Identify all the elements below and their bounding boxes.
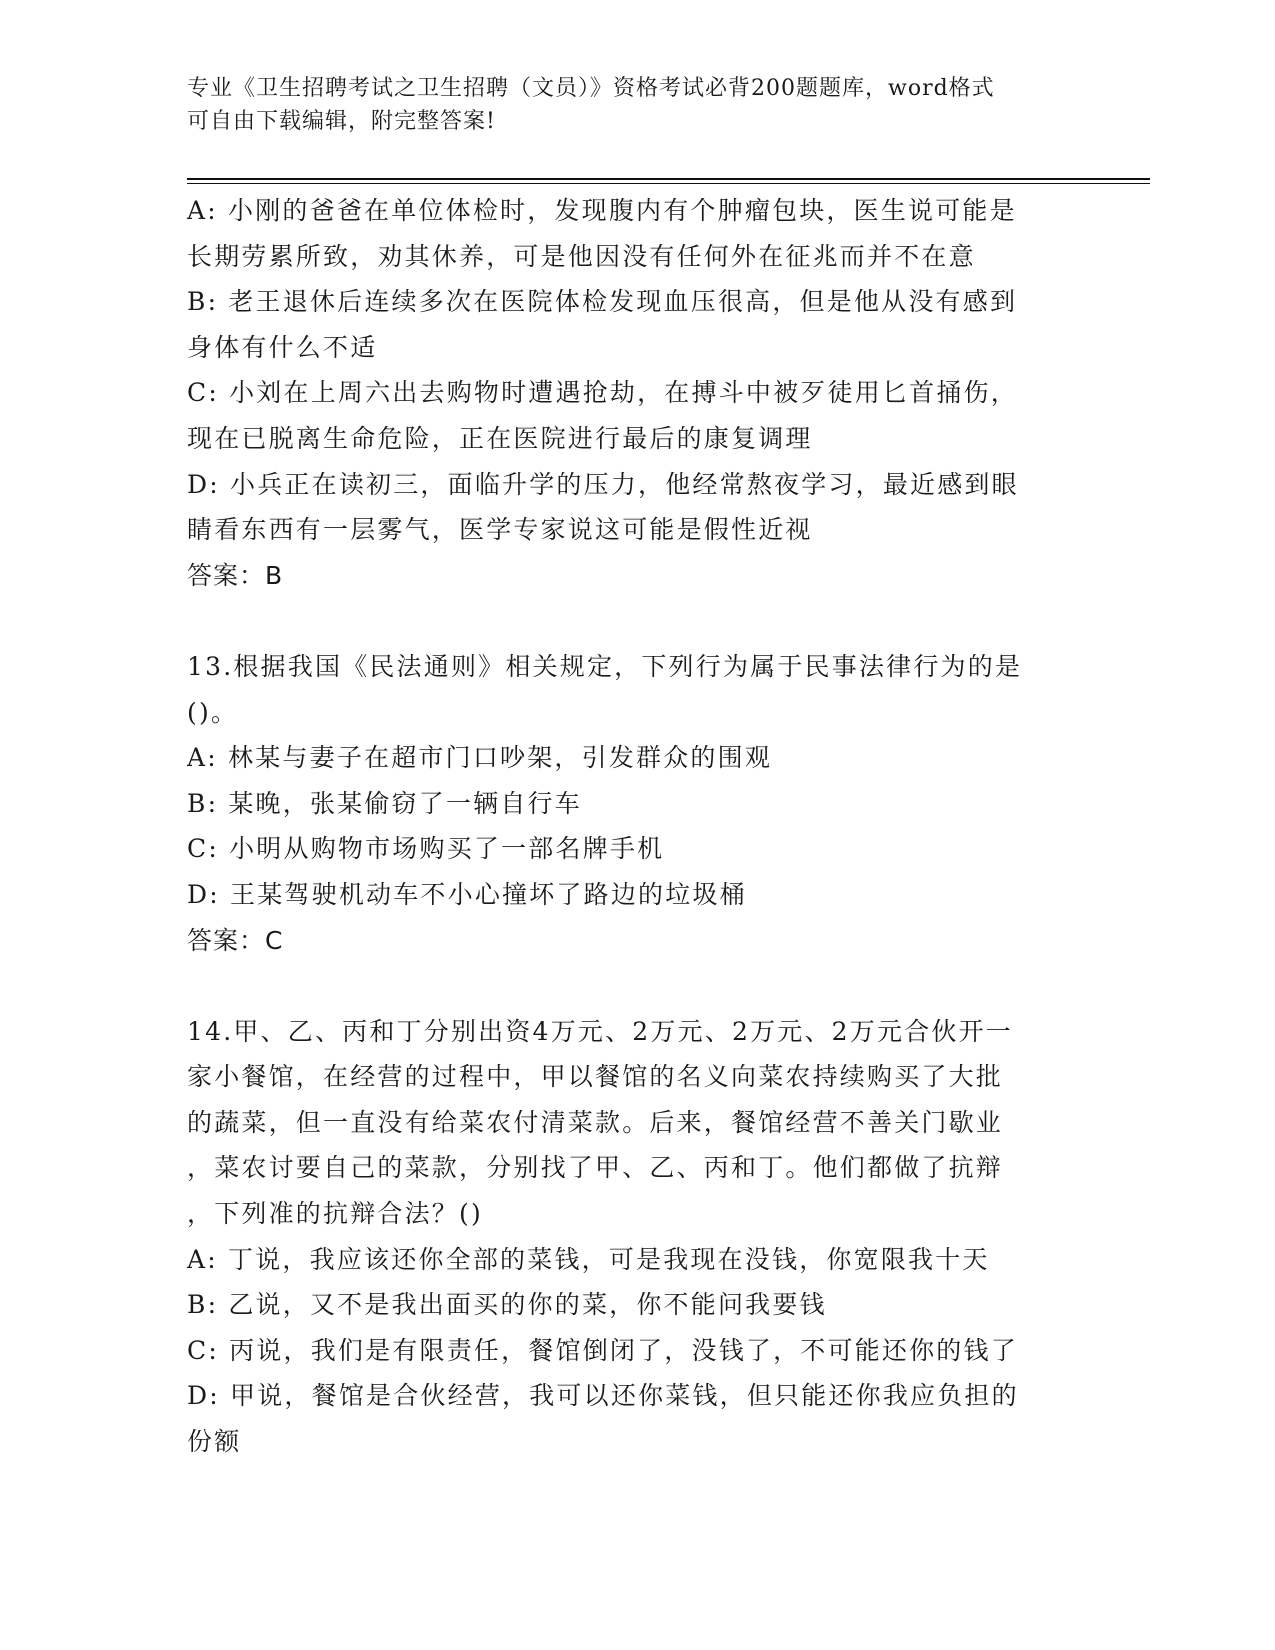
option-a: A: 丁说，我应该还你全部的菜钱，可是我现在没钱，你宽限我十天 — [187, 1244, 990, 1274]
option-b: B: 乙说，又不是我出面买的你的菜，你不能问我要钱 — [187, 1290, 827, 1320]
option-c: C: 小刘在上周六出去购物时遭遇抢劫，在搏斗中被歹徒用匕首捅伤， — [187, 378, 1018, 408]
option-d-continued: 份额 — [187, 1427, 242, 1457]
question-stem-continued: 家小餐馆，在经营的过程中，甲以餐馆的名义向菜农持续购买了大批 — [187, 1062, 1004, 1092]
answer-line: 答案：B — [187, 560, 284, 590]
header-subtitle-line: 可自由下载编辑，附完整答案! — [187, 109, 496, 134]
document-header — [187, 72, 1067, 138]
question-stem-continued: 的蔬菜，但一直没有给菜农付清菜款。后来，餐馆经营不善关门歇业 — [187, 1107, 1004, 1137]
document-body — [187, 188, 1087, 1465]
question-12 — [187, 188, 1087, 598]
question-stem-continued: ，菜农讨要自己的菜款，分别找了甲、乙、丙和丁。他们都做了抗辩 — [187, 1153, 1004, 1183]
option-c-continued: 现在已脱离生命危险，正在医院进行最后的康复调理 — [187, 423, 813, 453]
option-d: D: 甲说，餐馆是合伙经营，我可以还你菜钱，但只能还你我应负担的 — [187, 1381, 1019, 1411]
option-d: D: 王某驾驶机动车不小心撞坏了路边的垃圾桶 — [187, 879, 747, 909]
option-c: C: 丙说，我们是有限责任，餐馆倒闭了，没钱了，不可能还你的钱了 — [187, 1335, 1018, 1365]
answer-line: 答案：C — [187, 925, 284, 955]
option-a: A: 林某与妻子在超市门口吵架，引发群众的围观 — [187, 743, 773, 773]
option-d-continued: 睛看东西有一层雾气，医学专家说这可能是假性近视 — [187, 515, 813, 545]
question-stem-continued: ，下列准的抗辩合法？() — [187, 1199, 483, 1229]
option-c: C: 小明从购物市场购买了一部名牌手机 — [187, 834, 665, 864]
option-d: D: 小兵正在读初三，面临升学的压力，他经常熬夜学习，最近感到眼 — [187, 469, 1019, 499]
header-divider-thick — [187, 178, 1150, 180]
option-b-continued: 身体有什么不适 — [187, 332, 378, 362]
question-stem: 13.根据我国《民法通则》相关规定，下列行为属于民事法律行为的是 — [187, 651, 1023, 681]
option-a-continued: 长期劳累所致，劝其休养，可是他因没有任何外在征兆而并不在意 — [187, 241, 976, 271]
header-divider-thin — [187, 183, 1150, 184]
option-a: A: 小刚的爸爸在单位体检时，发现腹内有个肿瘤包块，医生说可能是 — [187, 196, 1017, 225]
spacer — [187, 598, 1087, 644]
question-13 — [187, 644, 1087, 963]
question-stem-continued: ()。 — [187, 697, 239, 727]
option-b: B: 老王退休后连续多次在医院体检发现血压很高，但是他从没有感到 — [187, 287, 1018, 317]
option-b: B: 某晚，张某偷窃了一辆自行车 — [187, 788, 582, 818]
question-stem: 14.甲、乙、丙和丁分别出资4万元、2万元、2万元、2万元合伙开一 — [187, 1016, 1013, 1046]
spacer — [187, 963, 1087, 1009]
question-14 — [187, 1009, 1087, 1465]
header-title-line: 专业《卫生招聘考试之卫生招聘（文员）》资格考试必背200题题库，word格式 — [187, 76, 995, 101]
